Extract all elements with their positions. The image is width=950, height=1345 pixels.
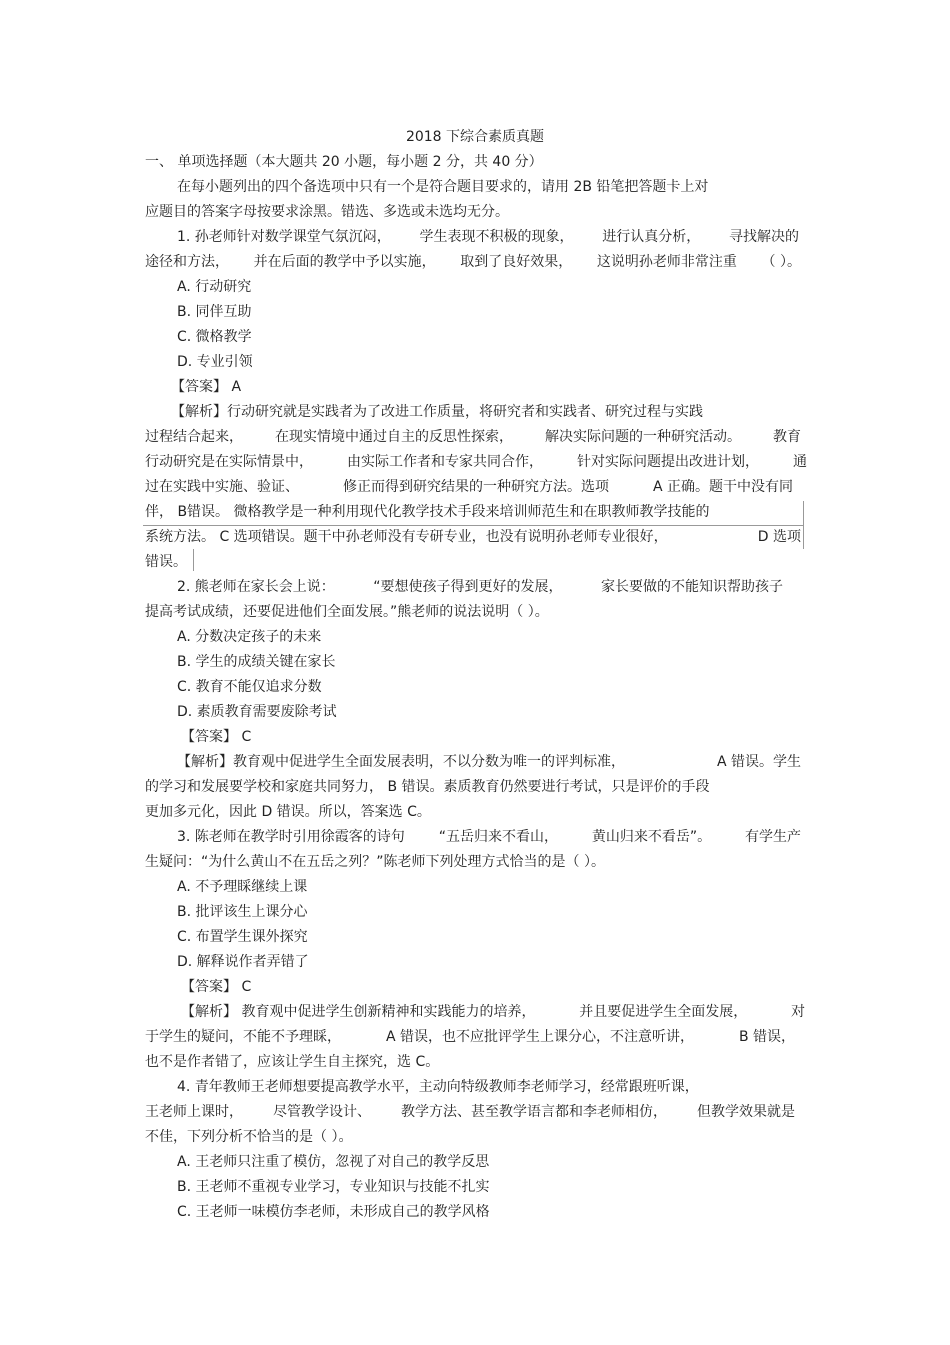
section-heading: 一、 单项选择题（本大题共 20 小题，每小题 2 分，共 40 分）	[145, 154, 543, 170]
q3-option-a: A. 不予理睬继续上课	[177, 879, 308, 895]
q4-option-a: A. 王老师只注重了模仿，忽视了对自己的教学反思	[177, 1154, 490, 1170]
instructions-line-2: 应题目的答案字母按要求涂黑。错选、多选或未选均无分。	[145, 204, 509, 220]
q3-stem-line-2: 生疑问：“为什么黄山不在五岳之列？”陈老师下列处理方式恰当的是（ ）。	[145, 854, 605, 870]
q1-option-b: B. 同伴互助	[177, 304, 252, 320]
q1-stem-line-1: 1. 孙老师针对数学课堂气氛沉闷， 学生表现不积极的现象， 进行认真分析， 寻找解决的	[177, 229, 799, 245]
q3-answer: 【答案】 C	[181, 979, 252, 995]
frame-divider	[143, 525, 804, 526]
q3-option-c: C. 布置学生课外探究	[177, 929, 308, 945]
q2-answer: 【答案】 C	[181, 729, 252, 745]
q2-explanation-line-2: 的学习和发展要学校和家庭共同努力， B 错误。素质教育仍然要进行考试，只是评价的手段	[145, 779, 710, 795]
q3-explanation-line-3: 也不是作者错了，应该让学生自主探究，选 C。	[145, 1054, 440, 1070]
q2-stem-line-1: 2. 熊老师在家长会上说： “要想使孩子得到更好的发展， 家长要做的不能知识帮助孩子	[177, 579, 783, 595]
q1-explanation-line-4: 过在实践中实施、验证、 修正而得到研究结果的一种研究方法。选项 A 正确。题干中没有同	[145, 479, 793, 495]
q1-explanation-line-3: 行动研究是在实际情景中， 由实际工作者和专家共同合作， 针对实际问题提出改进计划， 通	[145, 454, 807, 470]
q3-explanation-line-2: 于学生的疑问，不能不予理睬， A 错误，也不应批评学生上课分心，不注意听讲， B 错误，	[145, 1029, 795, 1045]
q1-explanation-line-6: 系统方法。 C 选项错误。题干中孙老师没有专研专业，也没有说明孙老师专业很好， D 选项	[145, 529, 801, 545]
q4-stem-line-3: 不佳，下列分析不恰当的是（ ）。	[145, 1129, 353, 1145]
q2-explanation-line-3: 更加多元化，因此 D 错误。所以，答案选 C。	[145, 804, 431, 820]
q2-stem-line-2: 提高考试成绩，还要促进他们全面发展。”熊老师的说法说明（ ）。	[145, 604, 549, 620]
page-title: 2018 下综合素质真题	[405, 129, 545, 145]
q3-option-b: B. 批评该生上课分心	[177, 904, 308, 920]
q1-option-d: D. 专业引领	[177, 354, 253, 370]
q1-stem-line-2: 途径和方法， 并在后面的教学中予以实施， 取到了良好效果， 这说明孙老师非常注重 （ ）。	[145, 254, 801, 270]
q1-answer: 【答案】 A	[171, 379, 242, 395]
q2-explanation-line-1: 【解析】教育观中促进学生全面发展表明，不以分数为唯一的评判标准， A 错误。学生	[177, 754, 801, 770]
q4-option-b: B. 王老师不重视专业学习，专业知识与技能不扎实	[177, 1179, 490, 1195]
q1-explanation-line-5: 伴， B错误。 微格教学是一种利用现代化教学技术手段来培训师范生和在职教师教学技能的	[145, 504, 710, 520]
q1-option-a: A. 行动研究	[177, 279, 252, 295]
q1-explanation-line-7: 错误。	[145, 554, 187, 570]
q2-option-d: D. 素质教育需要废除考试	[177, 704, 337, 720]
q2-option-c: C. 教育不能仅追求分数	[177, 679, 322, 695]
q3-stem-line-1: 3. 陈老师在教学时引用徐霞客的诗句 “五岳归来不看山， 黄山归来不看岳”。 有学生产	[177, 829, 801, 845]
instructions-line-1: 在每小题列出的四个备选项中只有一个是符合题目要求的，请用 2B 铅笔把答题卡上对	[177, 179, 709, 195]
q2-option-a: A. 分数决定孩子的未来	[177, 629, 322, 645]
q3-option-d: D. 解释说作者弄错了	[177, 954, 309, 970]
q4-stem-line-1: 4. 青年教师王老师想要提高教学水平，主动向特级教师李老师学习，经常跟班听课，	[177, 1079, 699, 1095]
q2-option-b: B. 学生的成绩关键在家长	[177, 654, 336, 670]
q1-option-c: C. 微格教学	[177, 329, 252, 345]
q1-explanation-line-1: 【解析】行动研究就是实践者为了改进工作质量，将研究者和实践者、研究过程与实践	[171, 404, 703, 420]
q3-explanation-line-1: 【解析】 教育观中促进学生创新精神和实践能力的培养， 并且要促进学生全面发展， 对	[181, 1004, 805, 1020]
q1-explanation-line-2: 过程结合起来， 在现实情境中通过自主的反思性探索， 解决实际问题的一种研究活动。 教育	[145, 429, 801, 445]
q4-option-c: C. 王老师一味模仿李老师，未形成自己的教学风格	[177, 1204, 490, 1220]
q4-stem-line-2: 王老师上课时， 尽管教学设计、 教学方法、甚至教学语言都和李老师相仿， 但教学效果就是	[145, 1104, 795, 1120]
frame-divider	[193, 549, 194, 571]
